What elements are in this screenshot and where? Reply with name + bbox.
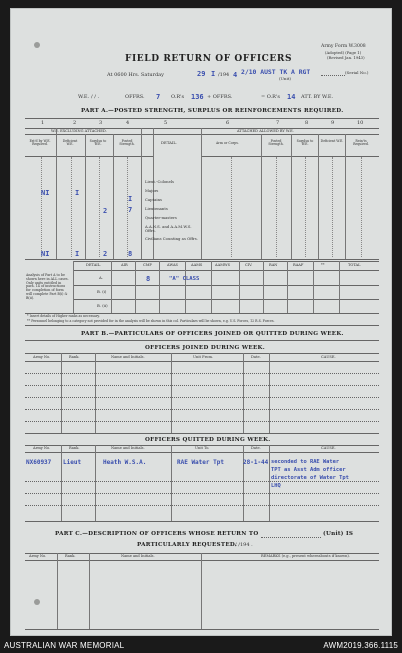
- plus-offrs-label: + OFFRS.: [207, 94, 233, 100]
- offrs-label: OFFRS.: [125, 94, 145, 100]
- quitted-cause-line-1: seconded to RAE Water: [271, 459, 340, 465]
- army-form-number: Army Form W.3008: [321, 44, 366, 49]
- quitted-heading: OFFICERS QUITTED DURING WEEK.: [145, 437, 271, 443]
- part-c-col-rank: Rank.: [65, 554, 76, 558]
- quitted-col-cause: CAUSE.: [321, 446, 336, 450]
- part-c-col-remarks: REMARKS (e.g., present whereabouts if known).: [261, 554, 350, 558]
- col-number-4: 4: [126, 120, 130, 126]
- year-digit: 4: [233, 71, 238, 79]
- typed-deficient-1: I: [75, 189, 80, 197]
- analysis-instructions: Analysis of Part A to be shown here in ALL cases. Only units entitled in para. 14 of instructions for completion of form will complete Part B(i) & B(ii).: [26, 273, 69, 300]
- quitted-name: Heath W.S.A.: [103, 459, 147, 466]
- col-head-deficient: Deficient W.E.: [62, 139, 78, 147]
- ors2-value: 14: [287, 93, 296, 101]
- serial-label: (Serial No.): [345, 70, 369, 75]
- part-c-particularly: PARTICULARLY REQUESTED.: [137, 542, 238, 548]
- year-prefix: /194: [218, 72, 230, 78]
- rank-captains: Captains: [145, 197, 162, 202]
- analysis-head-cmp: CMP: [143, 263, 152, 267]
- quitted-col-unit-to: Unit To.: [195, 446, 210, 450]
- col-number-7: 7: [276, 120, 280, 126]
- joined-col-unit-from: Unit From.: [193, 355, 214, 359]
- unit-name: 2/10 AUST TK A RGT: [241, 68, 311, 76]
- col-head-deficient-we: Deficient W.E.: [320, 139, 344, 143]
- form-page: [10, 8, 392, 636]
- col-number-6: 6: [226, 120, 230, 126]
- quitted-cause-line-3: directorate of Water Tpt: [271, 475, 349, 481]
- att-by-we-label: ATT. BY W.E.: [301, 94, 334, 100]
- at-hours-label: At 0600 Hrs. Saturday: [107, 72, 164, 78]
- typed-analysis-value: 8: [146, 275, 151, 283]
- typed-total-posted: 8: [128, 250, 133, 258]
- army-form-revised: (Revised Jan. 1943): [327, 55, 365, 60]
- joined-col-date: Date.: [251, 355, 261, 359]
- unit-label: (Unit): [279, 76, 291, 81]
- joined-col-cause: CAUSE.: [321, 355, 336, 359]
- col-number-1: 1: [41, 120, 45, 126]
- typed-total-deficient: I: [75, 250, 80, 258]
- analysis-head-ran: RAN: [269, 263, 278, 267]
- col-number-3: 3: [99, 120, 103, 126]
- typed-analysis-class: "A" CLASS: [169, 276, 200, 282]
- col-head-posted-strength: Posted Strength.: [268, 139, 284, 147]
- ors2-label: = O.R's: [261, 94, 280, 100]
- punch-hole: [34, 42, 40, 48]
- footer-left: AUSTRALIAN WAR MEMORIAL: [4, 641, 125, 650]
- col-number-9: 9: [331, 120, 335, 126]
- quitted-col-army-no: Army No.: [33, 446, 51, 450]
- quitted-unit-to: RAE Water Tpt: [177, 459, 224, 466]
- col-number-2: 2: [73, 120, 77, 126]
- col-head-surplus: Surplus to W.E.: [89, 139, 107, 147]
- analysis-footnote-2: ** Personnel belonging to a category not provided for in the analysis will be shown in this col. Particulars will be shown, e.g. U.S. Forces, 12 R.S. Forces.: [27, 319, 275, 323]
- part-b-heading: PART B.—PARTICULARS OF OFFICERS JOINED OR QUITTED DURING WEEK.: [81, 331, 344, 337]
- we-excluding-attached-label: W.E. EXCLUDING ATTACHED.: [51, 129, 107, 133]
- quitted-col-rank: Rank.: [69, 446, 80, 450]
- ors-value: 136: [191, 93, 204, 101]
- col-head-established: Est'd by W.E. Required.: [29, 139, 51, 147]
- quitted-date: 28-1-44: [243, 459, 269, 466]
- analysis-head-civ: CIV.: [245, 263, 253, 267]
- col-head-reints: Rein'ts Required.: [353, 139, 369, 147]
- serial-line: [321, 75, 345, 76]
- quitted-cause-line-2: TPT as Asst Adm officer: [271, 467, 346, 473]
- form-title: FIELD RETURN OF OFFICERS: [125, 54, 293, 64]
- ors-label: O.R's: [171, 94, 185, 100]
- analysis-footnote-1: * Insert details of Higher ranks as necessary.: [27, 314, 100, 318]
- analysis-head-aamws: AAMWS: [215, 263, 231, 267]
- typed-total-established: NI: [41, 250, 50, 258]
- part-c-unit-is: (Unit) IS: [323, 531, 354, 537]
- col-number-8: 8: [305, 120, 309, 126]
- quitted-col-name: Name and Initials.: [111, 446, 145, 450]
- analysis-head-air: AIR: [121, 263, 128, 267]
- part-c-col-name: Name and Initials.: [121, 554, 155, 558]
- analysis-row-b1: B. (i): [97, 289, 107, 294]
- col-number-5: 5: [164, 120, 168, 126]
- joined-heading: OFFICERS JOINED DURING WEEK.: [145, 345, 265, 351]
- footer-right: AWM2019.366.1115: [323, 641, 398, 650]
- quitted-rank: Lieut: [63, 459, 82, 466]
- date-month: I: [211, 70, 216, 78]
- detail-label: DETAIL.: [161, 140, 178, 145]
- joined-col-rank: Rank.: [69, 355, 80, 359]
- quitted-cause-line-4: LHQ: [271, 483, 281, 489]
- we-label: W.E.: [78, 94, 90, 100]
- rank-civilians: Civilians Counting as Offrs.: [145, 236, 198, 241]
- analysis-head-total: TOTAL: [348, 263, 361, 267]
- analysis-row-a: A.: [99, 275, 103, 280]
- col-head-arm-corps: Arm or Corps.: [216, 141, 239, 145]
- part-c-heading: PART C.—DESCRIPTION OF OFFICERS WHOSE RETURN TO: [55, 531, 259, 537]
- analysis-head-other: **: [321, 263, 325, 267]
- attached-allowed-label: ATTACHED ALLOWED BY W.E.: [237, 129, 294, 133]
- rank-aans: A.A.N.S. and A.A.M.W.S. Offrs.: [145, 224, 192, 233]
- typed-surplus-lieut: 2: [103, 207, 108, 215]
- typed-posted-captains: I: [128, 195, 133, 203]
- army-form-adopted: (Adopted) (Page 1): [325, 50, 362, 55]
- offrs-value: 7: [156, 93, 161, 101]
- analysis-head-awas: AWAS: [167, 263, 179, 267]
- typed-total-surplus: 2: [103, 250, 108, 258]
- typed-established-nil: NI: [41, 189, 50, 197]
- rank-lieut-colonels: Lieut.-Colonels: [145, 179, 174, 184]
- joined-col-name: Name and Initials.: [111, 355, 145, 359]
- part-a-heading: PART A.—POSTED STRENGTH, SURPLUS OR REINFORCEMENTS REQUIRED.: [81, 108, 344, 114]
- quitted-col-date: Date.: [251, 446, 261, 450]
- typed-posted-lieut: 7: [128, 206, 133, 214]
- col-number-10: 10: [357, 120, 364, 126]
- part-c-date-blank: / /194 .: [235, 542, 253, 548]
- col-head-posted: Posted Strength.: [119, 139, 135, 147]
- we-blanks: / / .: [91, 94, 100, 100]
- analysis-head-raaf: RAAF: [293, 263, 304, 267]
- analysis-detail-label: DETAIL.: [86, 263, 102, 267]
- rank-majors: Majors: [145, 188, 159, 193]
- rank-lieutenants: Lieutenants: [145, 206, 168, 211]
- col-head-surplus-we: Surplus to W.E.: [296, 139, 314, 147]
- rank-quarter-masters: Quarter-masters: [145, 215, 177, 220]
- analysis-row-b2: B. (ii): [97, 303, 108, 308]
- punch-hole: [34, 599, 40, 605]
- analysis-head-aams: AAMS: [191, 263, 203, 267]
- joined-col-army-no: Army No.: [33, 355, 51, 359]
- quitted-army-no: NX60937: [26, 459, 52, 466]
- part-c-col-army-no: Army No.: [29, 554, 47, 558]
- date-day: 29: [197, 70, 206, 78]
